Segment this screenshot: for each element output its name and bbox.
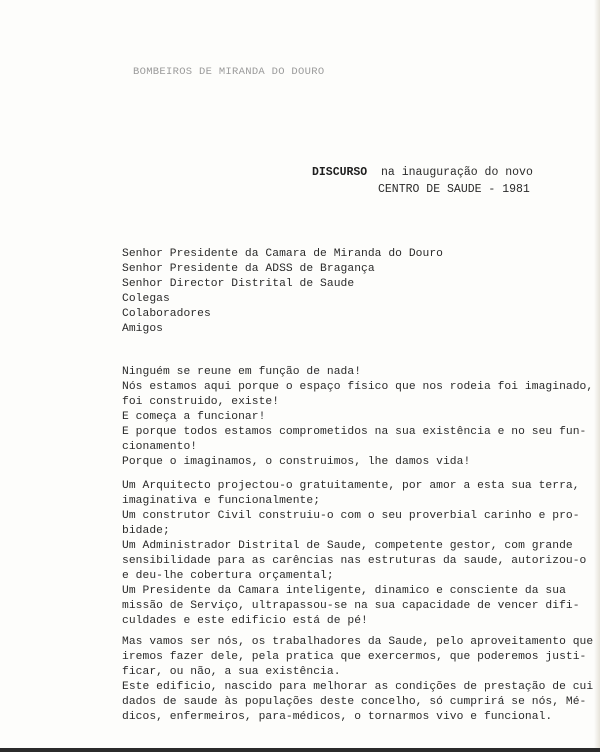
- letterhead-faded: BOMBEIROS DE MIRANDA DO DOURO: [133, 66, 325, 78]
- body-line: cionamento!: [122, 441, 198, 453]
- salutation-line: Senhor Director Distrital de Saude: [122, 278, 355, 290]
- body-line: ficar, ou não, a sua existência.: [122, 666, 341, 678]
- body-line: Este edificio, nascido para melhorar as condições de prestação de cui: [122, 681, 594, 693]
- body-line: E porque todos estamos comprometidos na sua existência e no seu fun-: [122, 426, 587, 438]
- body-line: Um Administrador Distrital de Saude, competente gestor, com grande: [122, 540, 573, 552]
- body-line: E começa a funcionar!: [122, 411, 266, 423]
- body-line: Ninguém se reune em função de nada!: [122, 366, 362, 378]
- body-line: sensibilidade para as carências nas estruturas da saude, autorizou-o: [122, 555, 587, 567]
- body-line: iremos fazer dele, pela pratica que exercermos, que poderemos justi-: [122, 651, 587, 663]
- body-line: imaginativa e funcionalmente;: [122, 495, 321, 507]
- body-line: dicos, enfermeiros, para-médicos, o tornarmos vivo e funcional.: [122, 711, 553, 723]
- body-line: Porque o imaginamos, o construimos, lhe damos vida!: [122, 456, 471, 468]
- salutation-line: Amigos: [122, 323, 163, 335]
- title-line2: CENTRO DE SAUDE - 1981: [378, 183, 530, 196]
- body-line: Mas vamos ser nós, os trabalhadores da Saude, pelo aproveitamento que: [122, 636, 594, 648]
- body-line: Um construtor Civil construiu-o com o seu proverbial carinho e pro-: [122, 510, 580, 522]
- body-line: bidade;: [122, 525, 170, 537]
- title-word: DISCURSO: [312, 166, 368, 179]
- salutation-line: Senhor Presidente da ADSS de Bragança: [122, 263, 375, 275]
- body-line: Um Presidente da Camara inteligente, dinamico e consciente da sua: [122, 585, 566, 597]
- body-line: Um Arquitecto projectou-o gratuitamente, por amor a esta sua terra,: [122, 480, 580, 492]
- page-bottom-edge: [0, 748, 600, 752]
- body-line: foi construido, existe!: [122, 396, 280, 408]
- title-line1: na inauguração do novo: [381, 166, 533, 179]
- page-edge-shadow: [594, 0, 600, 752]
- body-line: culdades e este edificio está de pé!: [122, 615, 368, 627]
- body-line: missão de Serviço, ultrapassou-se na sua capacidade de vencer difi-: [122, 600, 580, 612]
- title-block: [312, 164, 533, 198]
- salutation-line: Colaboradores: [122, 308, 211, 320]
- salutation-line: Senhor Presidente da Camara de Miranda do Douro: [122, 248, 443, 260]
- body-line: Nós estamos aqui porque o espaço físico que nos rodeia foi imaginado,: [122, 381, 594, 393]
- body-line: dados de saude às populações deste concelho, só cumprirá se nós, Mé-: [122, 696, 587, 708]
- body-line: e deu-lhe cobertura orçamental;: [122, 570, 334, 582]
- salutation-line: Colegas: [122, 293, 170, 305]
